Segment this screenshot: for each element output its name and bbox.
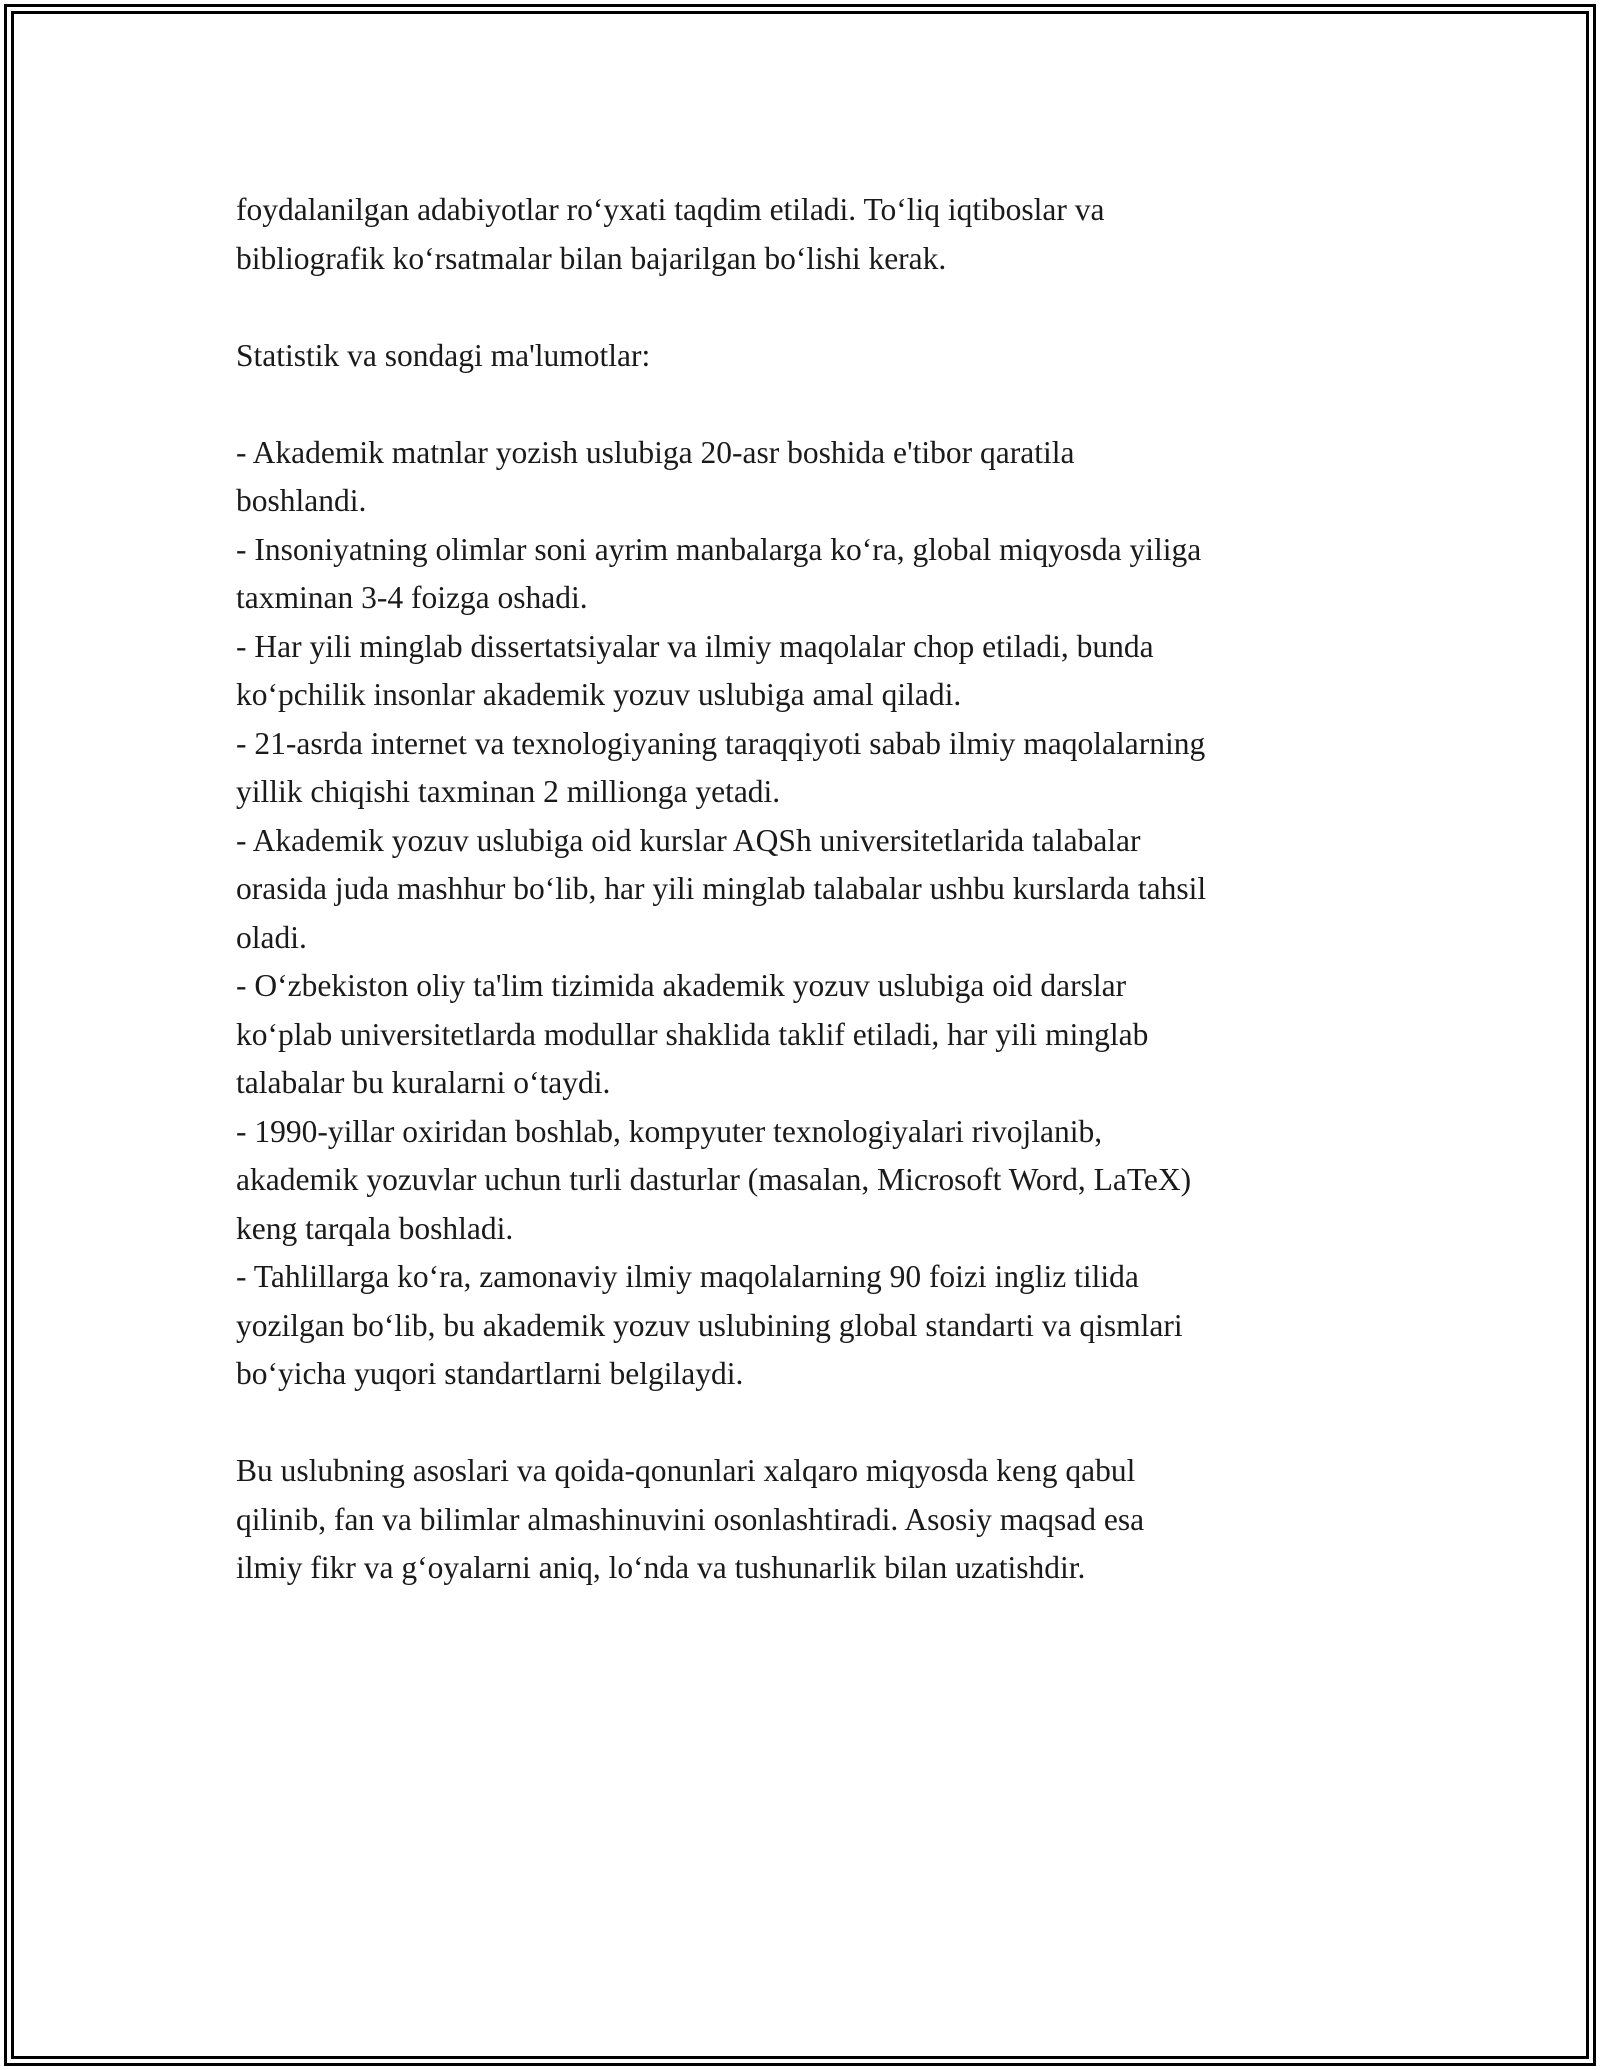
list-item-line: oladi.: [236, 919, 307, 955]
list-item-line: - 21-asrda internet va texnologiyaning taraqqiyoti sabab ilmiy maqolalarning: [236, 725, 1206, 761]
list-item-line: akademik yozuvlar uchun turli dasturlar (masalan, Microsoft Word, LaTeX): [236, 1162, 1192, 1197]
paragraph-gap: [236, 283, 1386, 332]
list-item-line: talabalar bu kuralarni o‘taydi.: [236, 1065, 611, 1100]
list-item-line: - Akademik matnlar yozish uslubiga 20-asr boshida e'tibor qaratila: [236, 434, 1075, 470]
text-line: ilmiy fikr va g‘oyalarni aniq, lo‘nda va tushunarlik bilan uzatishdir.: [236, 1550, 1086, 1585]
intro-paragraph: [236, 186, 1386, 283]
paragraph-gap: [236, 1399, 1386, 1448]
list-item-line: orasida juda mashhur bo‘lib, har yili minglab talabalar ushbu kurslarda tahsil: [236, 871, 1207, 906]
stats-list: [236, 429, 1386, 1399]
list-item-line: ko‘plab universitetlarda modullar shaklida taklif etiladi, har yili minglab: [236, 1016, 1149, 1052]
text-line: Bu uslubning asoslari va qoida-qonunlari xalqaro miqyosda keng qabul: [236, 1453, 1136, 1488]
text-line: qilinib, fan va bilimlar almashinuvini osonlashtiradi. Asosiy maqsad esa: [236, 1501, 1145, 1537]
text-line: bibliografik ko‘rsatmalar bilan bajarilgan bo‘lishi kerak.: [236, 240, 947, 276]
list-item-line: - Har yili minglab dissertatsiyalar va ilmiy maqolalar chop etiladi, bunda: [236, 628, 1154, 664]
document-body: [236, 186, 1386, 1593]
list-item-line: ko‘pchilik insonlar akademik yozuv uslubiga amal qiladi.: [236, 677, 962, 712]
list-item-line: taxminan 3-4 foizga oshadi.: [236, 580, 588, 615]
list-item-line: - 1990-yillar oxiridan boshlab, kompyuter texnologiyalari rivojlanib,: [236, 1113, 1103, 1149]
list-item-line: keng tarqala boshladi.: [236, 1210, 514, 1246]
stats-heading: Statistik va sondagi ma'lumotlar:: [236, 337, 651, 373]
paragraph-gap: [236, 380, 1386, 429]
closing-paragraph: [236, 1447, 1386, 1593]
list-item-line: - O‘zbekiston oliy ta'lim tizimida akademik yozuv uslubiga oid darslar: [236, 968, 1127, 1003]
list-item-line: yillik chiqishi taxminan 2 millionga yetadi.: [236, 774, 781, 809]
list-item-line: boshlandi.: [236, 483, 367, 518]
list-item-line: - Insoniyatning olimlar soni ayrim manbalarga ko‘ra, global miqyosda yiliga: [236, 531, 1202, 567]
text-line: foydalanilgan adabiyotlar ro‘yxati taqdim etiladi. To‘liq iqtiboslar va: [236, 192, 1105, 227]
list-item-line: - Tahlillarga ko‘ra, zamonaviy ilmiy maqolalarning 90 foizi ingliz tilida: [236, 1259, 1139, 1294]
list-item-line: - Akademik yozuv uslubiga oid kurslar AQSh universitetlarida talabalar: [236, 822, 1141, 858]
list-item-line: bo‘yicha yuqori standartlarni belgilaydi.: [236, 1356, 744, 1391]
list-item-line: yozilgan bo‘lib, bu akademik yozuv uslubining global standarti va qismlari: [236, 1307, 1183, 1343]
